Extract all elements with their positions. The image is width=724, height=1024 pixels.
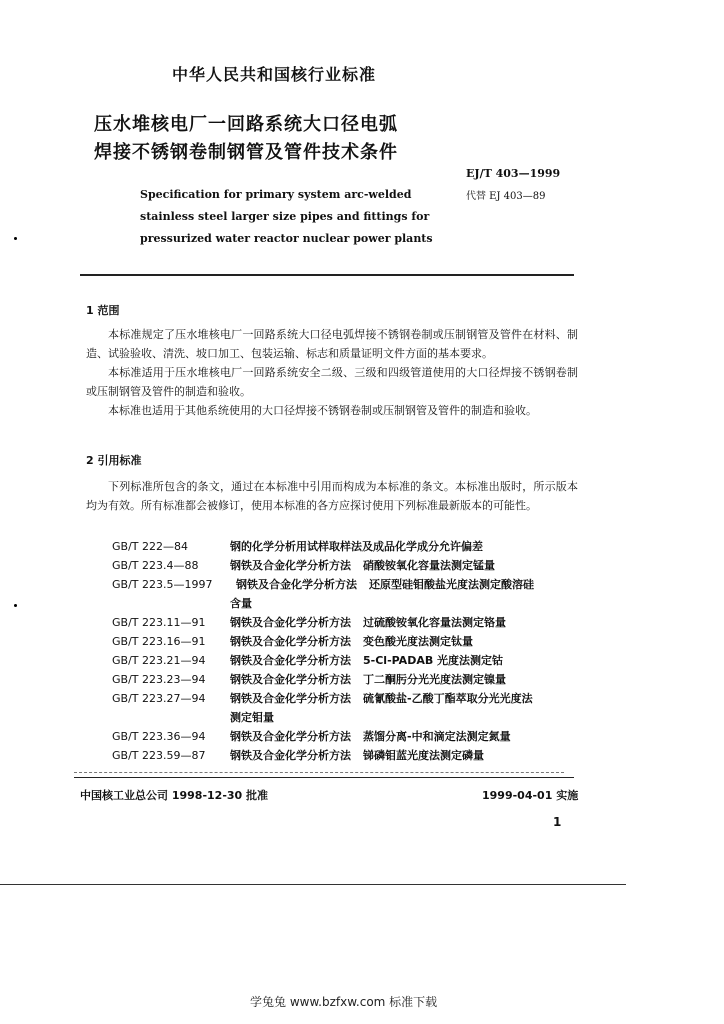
reference-row — [112, 613, 582, 632]
reference-code: GB/T 223.36—94 — [112, 730, 206, 743]
page-bottom-edge — [0, 884, 626, 885]
scan-speck — [14, 237, 17, 240]
section-2-heading: 2 引用标准 — [86, 454, 142, 467]
reference-row — [112, 746, 582, 765]
reference-title: 过硫酸铵氧化容量法测定铬量 — [363, 616, 506, 629]
standard-number: EJ/T 403—1999 — [466, 167, 561, 180]
english-title-line-1: Specification for primary system arc-welded — [140, 188, 412, 201]
reference-title: 5-Cl-PADAB 光度法测定钴 — [363, 654, 504, 667]
reference-code: GB/T 223.16—91 — [112, 635, 206, 648]
reference-title: 硫氰酸盐-乙酸丁酯萃取分光光度法 — [363, 692, 533, 705]
approval-line: 中国核工业总公司 1998-12-30 批准 — [80, 789, 269, 802]
reference-method: 钢铁及合金化学分析方法 — [236, 578, 357, 591]
reference-code: GB/T 223.5—1997 — [112, 578, 213, 591]
reference-code: GB/T 223.11—91 — [112, 616, 206, 629]
reference-list — [112, 537, 582, 765]
reference-method: 钢铁及合金化学分析方法 — [230, 730, 351, 743]
document-title-line-2: 焊接不锈钢卷制钢管及管件技术条件 — [94, 142, 398, 163]
section-2-body — [86, 477, 578, 515]
section-1-body — [86, 325, 578, 420]
site-watermark: 学兔兔 www.bzfxw.com 标准下载 — [250, 995, 438, 1009]
reference-method: 钢铁及合金化学分析方法 — [230, 692, 351, 705]
reference-code: GB/T 223.21—94 — [112, 654, 206, 667]
document-title-line-1: 压水堆核电厂一回路系统大口径电弧 — [94, 114, 398, 135]
paragraph: 本标准规定了压水堆核电厂一回路系统大口径电弧焊接不锈钢卷制或压制钢管及管件在材料、制造、试验验收、清洗、坡口加工、包装运输、标志和质量证明文件方面的基本要求。 — [86, 328, 578, 360]
reference-title: 蒸馏分离-中和滴定法测定氮量 — [363, 730, 511, 743]
english-title-line-2: stainless steel larger size pipes and fittings for — [140, 210, 430, 223]
reference-row — [112, 537, 582, 556]
reference-code: GB/T 223.4—88 — [112, 559, 199, 572]
reference-code: GB/T 223.59—87 — [112, 749, 206, 762]
reference-title: 丁二酮肟分光光度法测定镍量 — [363, 673, 506, 686]
reference-title: 钢的化学分析用试样取样法及成品化学成分允许偏差 — [230, 540, 483, 553]
english-title-line-3: pressurized water reactor nuclear power plants — [140, 232, 433, 245]
reference-method: 钢铁及合金化学分析方法 — [230, 654, 351, 667]
header-divider — [80, 274, 574, 276]
reference-row — [112, 575, 582, 594]
reference-method: 钢铁及合金化学分析方法 — [230, 616, 351, 629]
page-number: 1 — [553, 815, 562, 829]
footer-dashed-divider — [74, 772, 564, 773]
reference-row — [112, 556, 582, 575]
reference-row — [112, 670, 582, 689]
reference-code: GB/T 223.27—94 — [112, 692, 206, 705]
implementation-date: 1999-04-01 实施 — [482, 789, 579, 802]
reference-title: 硝酸铵氧化容量法测定锰量 — [363, 559, 495, 572]
issuing-authority: 中华人民共和国核行业标准 — [172, 65, 377, 84]
scan-speck — [14, 604, 17, 607]
reference-row — [112, 632, 582, 651]
replaces-note: 代替 EJ 403—89 — [466, 191, 546, 202]
reference-method: 钢铁及合金化学分析方法 — [230, 559, 351, 572]
section-1-heading: 1 范围 — [86, 304, 120, 317]
paragraph: 本标准适用于压水堆核电厂一回路系统安全二级、三级和四级管道使用的大口径焊接不锈钢卷制或压制钢管及管件的制造和验收。 — [86, 366, 578, 398]
reference-title: 变色酸光度法测定钛量 — [363, 635, 473, 648]
reference-row — [112, 651, 582, 670]
reference-row — [112, 689, 582, 708]
reference-continuation: 含量 — [230, 597, 252, 610]
reference-title: 锑磷钼蓝光度法测定磷量 — [363, 749, 484, 762]
reference-continuation: 测定钼量 — [230, 711, 274, 724]
reference-method: 钢铁及合金化学分析方法 — [230, 673, 351, 686]
reference-method: 钢铁及合金化学分析方法 — [230, 635, 351, 648]
reference-method: 钢铁及合金化学分析方法 — [230, 749, 351, 762]
reference-code: GB/T 223.23—94 — [112, 673, 206, 686]
reference-row — [112, 727, 582, 746]
paragraph: 本标准也适用于其他系统使用的大口径焊接不锈钢卷制或压制钢管及管件的制造和验收。 — [108, 404, 537, 417]
reference-title: 还原型硅钼酸盐光度法测定酸溶硅 — [369, 578, 534, 591]
paragraph: 下列标准所包含的条文，通过在本标准中引用而构成为本标准的条文。本标准出版时，所示版本均为有效。所有标准都会被修订，使用本标准的各方应探讨使用下列标准最新版本的可能性。 — [86, 480, 578, 512]
footer-divider — [74, 777, 574, 778]
reference-code: GB/T 222—84 — [112, 540, 188, 553]
